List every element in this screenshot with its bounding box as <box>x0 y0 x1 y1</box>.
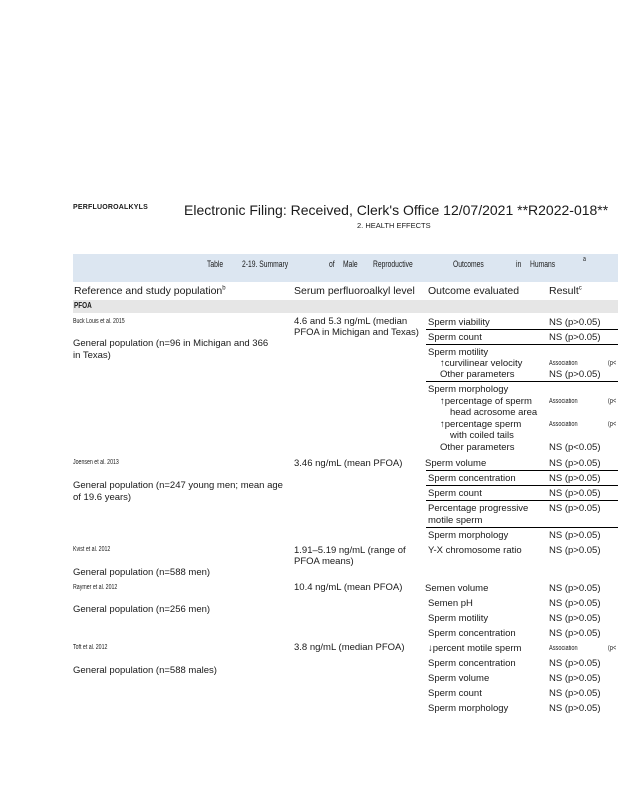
outcome-item: ↑curvilinear velocity <box>440 358 523 369</box>
outcome-item: Sperm count <box>428 488 482 499</box>
caption-footnote-mark: a <box>583 256 586 263</box>
result-pvalue: (p< <box>608 398 617 405</box>
result-value: NS (p>0.05) <box>549 688 601 699</box>
result-value: NS (p>0.05) <box>549 673 601 684</box>
outcome-item: with coiled tails <box>450 430 514 441</box>
outcome-item: Sperm count <box>428 688 482 699</box>
result-value: NS (p>0.05) <box>549 583 601 594</box>
study-population: General population (n=96 in Michigan and 366 in Texas) <box>73 338 269 361</box>
outcome-item: Sperm morphology <box>428 530 509 541</box>
column-header-reference <box>74 285 226 297</box>
outcome-item: Sperm motility <box>428 613 489 624</box>
study-population: General population (n=588 men) <box>73 567 211 578</box>
outcome-item: motile sperm <box>428 515 483 526</box>
result-value: NS (p>0.05) <box>549 369 601 380</box>
column-header-result-footnote: c <box>578 285 582 292</box>
running-header: PERFLUOROALKYLS <box>73 204 148 211</box>
caption-word: Table <box>207 259 224 269</box>
serum-level: 1.91–5.19 ng/mL (range of PFOA means) <box>294 545 406 567</box>
study-population: General population (n=247 young men; mean age of 19.6 years) <box>73 480 283 503</box>
section-label: PFOA <box>74 301 92 310</box>
outcome-item: Y-X chromosome ratio <box>428 545 522 556</box>
result-value: NS (p>0.05) <box>549 613 601 624</box>
caption-word: Humans <box>530 259 556 269</box>
result-value: NS (p>0.05) <box>549 530 601 541</box>
caption-word: Outcomes <box>453 259 484 269</box>
result-value: NS (p>0.05) <box>549 473 601 484</box>
result-value: Association <box>549 421 578 428</box>
row-divider <box>426 500 618 501</box>
row-divider <box>426 344 618 345</box>
row-divider <box>426 381 618 382</box>
study-citation: Buck Louis et al. 2015 <box>73 318 125 325</box>
outcome-item: Semen volume <box>425 583 489 594</box>
serum-level: 10.4 ng/mL (mean PFOA) <box>294 582 403 593</box>
result-value: NS (p>0.05) <box>549 658 601 669</box>
result-value: NS (p>0.05) <box>549 703 601 714</box>
serum-level: 4.6 and 5.3 ng/mL (median PFOA in Michigan and Texas) <box>294 316 419 338</box>
outcome-item: ↓percent motile sperm <box>428 643 522 654</box>
outcome-item: Sperm concentration <box>428 473 516 484</box>
outcome-item: ↑percentage sperm <box>440 419 522 430</box>
study-population: General population (n=588 males) <box>73 665 217 676</box>
caption-word: 2-19. Summary <box>242 259 289 269</box>
outcome-item: head acrosome area <box>450 407 538 418</box>
result-value: NS (p>0.05) <box>549 488 601 499</box>
result-pvalue: (p< <box>608 360 617 367</box>
result-value: Association <box>549 645 578 652</box>
row-divider <box>426 470 618 471</box>
caption-word: of <box>329 259 335 269</box>
outcome-item: Sperm morphology <box>428 703 509 714</box>
result-value: NS (p>0.05) <box>549 458 601 469</box>
table-caption <box>73 254 618 282</box>
row-divider <box>426 485 618 486</box>
result-value: NS (p>0.05) <box>549 545 601 556</box>
result-pvalue: (p< <box>608 645 617 652</box>
study-citation: Toft et al. 2012 <box>73 644 108 651</box>
result-pvalue: (p< <box>608 421 617 428</box>
caption-word: Reproductive <box>373 259 413 269</box>
study-citation: Raymer et al. 2012 <box>73 584 118 591</box>
result-value: NS (p<0.05) <box>549 442 601 453</box>
filing-stamp: Electronic Filing: Received, Clerk's Office 12/07/2021 **R2022-018** <box>184 202 609 218</box>
outcome-item: Sperm count <box>428 332 482 343</box>
section-header: 2. HEALTH EFFECTS <box>357 221 431 230</box>
outcome-item: ↑percentage of sperm <box>440 396 532 407</box>
serum-level: 3.46 ng/mL (mean PFOA) <box>294 458 403 469</box>
result-value: NS (p>0.05) <box>549 332 601 343</box>
row-divider <box>426 329 618 330</box>
outcome-item: Other parameters <box>440 442 515 453</box>
study-citation: Joensen et al. 2013 <box>73 459 119 466</box>
column-header-reference-footnote: b <box>222 285 226 292</box>
outcome-item: Percentage progressive <box>428 503 529 514</box>
column-header-reference-label: Reference and study population <box>74 285 223 297</box>
outcome-item: Sperm concentration <box>428 658 516 669</box>
result-value: NS (p>0.05) <box>549 628 601 639</box>
column-header-result-label: Result <box>549 285 579 297</box>
caption-word: in <box>516 259 522 269</box>
column-header-row <box>73 282 618 300</box>
result-value: NS (p>0.05) <box>549 317 601 328</box>
column-header-outcome: Outcome evaluated <box>428 285 520 297</box>
outcome-item: Sperm concentration <box>428 628 516 639</box>
outcome-item: Sperm viability <box>428 317 490 328</box>
section-band <box>73 300 618 313</box>
column-header-result <box>549 285 582 297</box>
outcome-item: Semen pH <box>428 598 473 609</box>
row-divider <box>426 527 618 528</box>
outcome-item: Sperm morphology <box>428 384 509 395</box>
outcome-item: Sperm volume <box>428 673 490 684</box>
outcome-item: Sperm motility <box>428 347 489 358</box>
result-value: Association <box>549 360 578 367</box>
outcome-item: Other parameters <box>440 369 515 380</box>
result-value: NS (p>0.05) <box>549 598 601 609</box>
result-value: NS (p>0.05) <box>549 503 601 514</box>
outcome-item: Sperm volume <box>425 458 487 469</box>
study-population: General population (n=256 men) <box>73 604 211 615</box>
caption-word: Male <box>343 259 358 269</box>
result-value: Association <box>549 398 578 405</box>
serum-level: 3.8 ng/mL (median PFOA) <box>294 642 405 653</box>
column-header-serum: Serum perfluoroalkyl level <box>294 285 415 297</box>
study-citation: Kvist et al. 2012 <box>73 546 111 553</box>
